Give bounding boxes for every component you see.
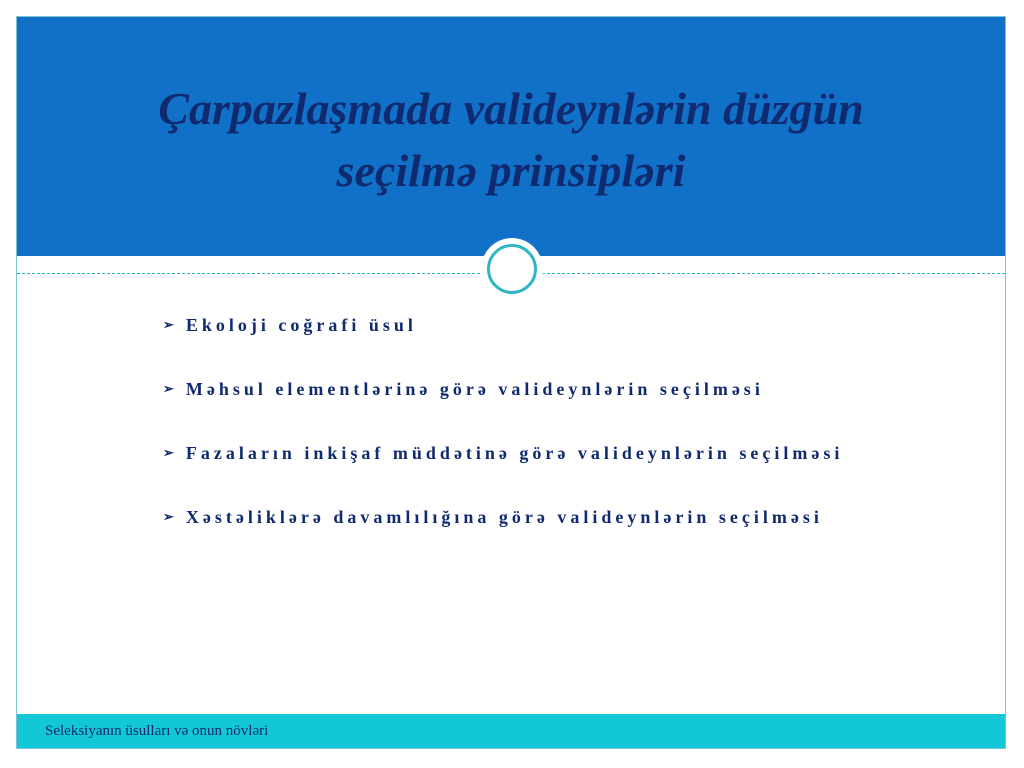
bullet-text: Ekoloji coğrafi üsul [185, 315, 417, 335]
arrow-bullet-icon: ➢ [163, 317, 174, 332]
slide [16, 16, 1006, 749]
bullet-text: Məhsul elementlərinə görə valideynlərin seçilməsi [185, 379, 764, 399]
ring-ornament-icon [487, 244, 537, 294]
bullet-item [163, 375, 883, 403]
footer-band [17, 714, 1005, 748]
bullet-text: Xəstəliklərə davamlılığına görə valideynlərin seçilməsi [185, 507, 823, 527]
footer-text: Seleksiyanın üsulları və onun növləri [45, 722, 269, 739]
bullet-item [163, 311, 883, 339]
arrow-bullet-icon: ➢ [163, 445, 174, 460]
bullet-text: Fazaların inkişaf müddətinə görə valideynlərin seçilməsi [185, 443, 844, 463]
title-band [17, 17, 1005, 256]
slide-title: Çarpazlaşmada valideynlərin düzgün seçilmə prinsipləri [158, 82, 864, 196]
bullet-item [163, 503, 883, 531]
arrow-bullet-icon: ➢ [163, 509, 174, 524]
arrow-bullet-icon: ➢ [163, 381, 174, 396]
bullet-list [163, 311, 883, 567]
bullet-item [163, 439, 883, 467]
